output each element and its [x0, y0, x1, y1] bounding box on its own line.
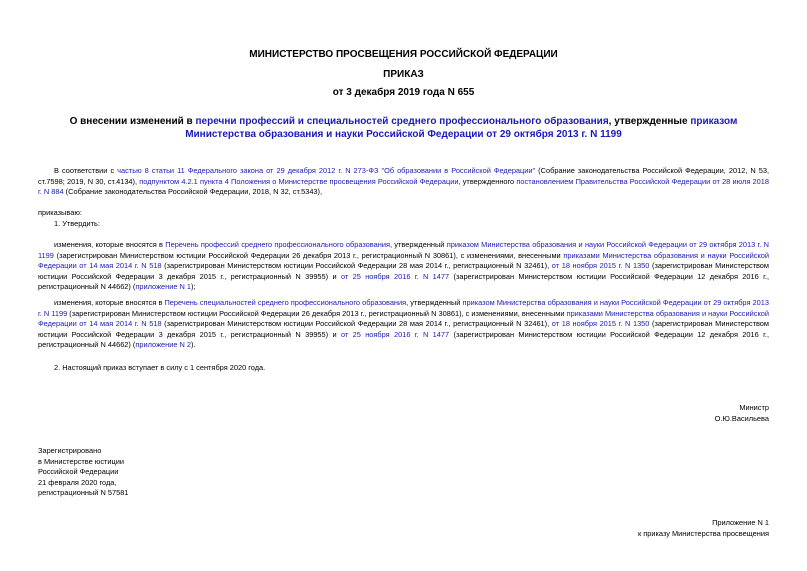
appendix-number: Приложение N 1	[712, 518, 769, 527]
link-resolution-884[interactable]: постановлением Правительства Российской Федерации от 28 июля 2018 г. N 884	[38, 176, 769, 196]
link-order-1199[interactable]: приказом Министерства образования и науки Российской Федерации от 29 октября 2013 г. N 1199	[38, 298, 769, 318]
ministry-heading: МИНИСТЕРСТВО ПРОСВЕЩЕНИЯ РОССИЙСКОЙ ФЕДЕРАЦИИ	[249, 49, 558, 60]
change-paragraph-1: изменения, которые вносятся в Перечень профессий среднего профессионального образования, утвержденный приказом Министерства образования и науки Российской Федерации от 29 октября 2013 г. N 1199 (зарегистрирован Министерством юстиции Российской Федерации 26 декабря 2013 г., регистрационный N 30861), с изменениями, внесенными приказами Министерства образования и науки Российской Федерации от 14 мая 2014 г. N 518 (зарегистрирован Министерством юстиции Российской Федерации 28 мая 2014 г., регистрационный N 32461), от 18 ноября 2015 г. N 1350 (зарегистрирован Министерством юстиции Российской Федерации 3 декабря 2015 г., регистрационный N 39955) и от 25 ноября 2016 г. N 1477 (зарегистрирован Министерством юстиции Российской Федерации 12 декабря 2016 г., регистрационный N 44662) (приложение N 1);	[38, 240, 769, 291]
doc-title: О внесении изменений в перечни профессий и специальностей среднего профессионального образования, утвержденные приказом Министерства образования и науки Российской Федерации от 29 октября 2013 г. N 1199	[69, 116, 738, 140]
registration-line: Зарегистрировано	[38, 446, 102, 455]
appendix-block	[638, 518, 769, 539]
registration-block	[38, 446, 128, 499]
link-regulation-4-2-1[interactable]: подпунктом 4.2.1 пункта 4 Положения о Министерстве просвещения Российской Федерации	[139, 176, 459, 186]
preamble-paragraph: В соответствии с частью 8 статьи 11 Федерального закона от 29 декабря 2012 г. N 273-ФЗ "Об образовании в Российской Федерации" (Собрание законодательства Российской Федерации, 2012, N 53, ст.7598; 2019, N 30, ст.4134), подпунктом 4.2.1 пункта 4 Положения о Министерстве просвещения Российской Федерации, утвержденного постановлением Правительства Российской Федерации от 28 июля 2018 г. N 884 (Собрание законодательства Российской Федерации, 2018, N 32, ст.5343),	[38, 166, 770, 196]
link-list-professions[interactable]: Перечень профессий среднего профессионального образования	[165, 240, 390, 249]
link-appendix-2[interactable]: приложение N 2	[135, 340, 191, 349]
signature-name: О.Ю.Васильева	[714, 413, 769, 423]
link-order-1477[interactable]: от 25 ноября 2016 г. N 1477	[340, 329, 450, 339]
link-appendix-1[interactable]: приложение N 1	[135, 282, 191, 291]
item-1: 1. Утвердить:	[54, 219, 100, 228]
registration-line: 21 февраля 2020 года,	[38, 477, 117, 487]
item-2: 2. Настоящий приказ вступает в силу с 1 сентября 2020 года.	[54, 363, 266, 372]
link-order-1199[interactable]: приказом Министерства образования и науки Российской Федерации от 29 октября 2013 г. N 1199	[38, 240, 769, 260]
link-order-1350[interactable]: от 18 ноября 2015 г. N 1350	[551, 261, 650, 270]
link-order-518[interactable]: приказами Министерства образования и науки Российской Федерации от 14 мая 2014 г. N 518	[38, 308, 769, 328]
appendix-reference: к приказу Министерства просвещения	[638, 528, 769, 538]
link-order-1199[interactable]: приказом Министерства образования и науки Российской Федерации от 29 октября 2013 г. N 1199	[185, 116, 738, 140]
link-list-specialties[interactable]: Перечень специальностей среднего профессионального образования	[164, 298, 407, 307]
link-law-273[interactable]: частью 8 статьи 11 Федерального закона от 29 декабря 2012 г. N 273-ФЗ "Об образовании в Российской Федерации"	[117, 166, 536, 175]
signature-position: Министр	[739, 403, 769, 412]
registration-line: в Министерстве юстиции	[38, 456, 125, 466]
link-order-518[interactable]: приказами Министерства образования и науки Российской Федерации от 14 мая 2014 г. N 518	[38, 250, 769, 270]
link-lists-professions[interactable]: перечни профессий и специальностей среднего профессионального образования	[195, 116, 609, 127]
registration-line: регистрационный N 57581	[38, 488, 129, 497]
change-paragraph-2: изменения, которые вносятся в Перечень специальностей среднего профессионального образования, утвержденный приказом Министерства образования и науки Российской Федерации от 29 октября 2013 г. N 1199 (зарегистрирован Министерством юстиции Российской Федерации 26 декабря 2013 г., регистрационный N 30861), с изменениями, внесенными приказами Министерства образования и науки Российской Федерации от 14 мая 2014 г. N 518 (зарегистрирован Министерством юстиции Российской Федерации 28 мая 2014 г., регистрационный N 32461), от 18 ноября 2015 г. N 1350 (зарегистрирован Министерством юстиции Российской Федерации 3 декабря 2015 г., регистрационный N 39955) и от 25 ноября 2016 г. N 1477 (зарегистрирован Министерством юстиции Российской Федерации 12 декабря 2016 г., регистрационный N 44662) (приложение N 2).	[38, 298, 769, 349]
signature-block	[715, 403, 769, 424]
link-order-1350[interactable]: от 18 ноября 2015 г. N 1350	[551, 319, 650, 328]
order-word: приказываю:	[38, 208, 82, 217]
doc-type: ПРИКАЗ	[383, 69, 424, 80]
doc-date-number: от 3 декабря 2019 года N 655	[332, 87, 475, 98]
registration-line: Российской Федерации	[38, 467, 119, 476]
link-order-1477[interactable]: от 25 ноября 2016 г. N 1477	[340, 271, 450, 281]
